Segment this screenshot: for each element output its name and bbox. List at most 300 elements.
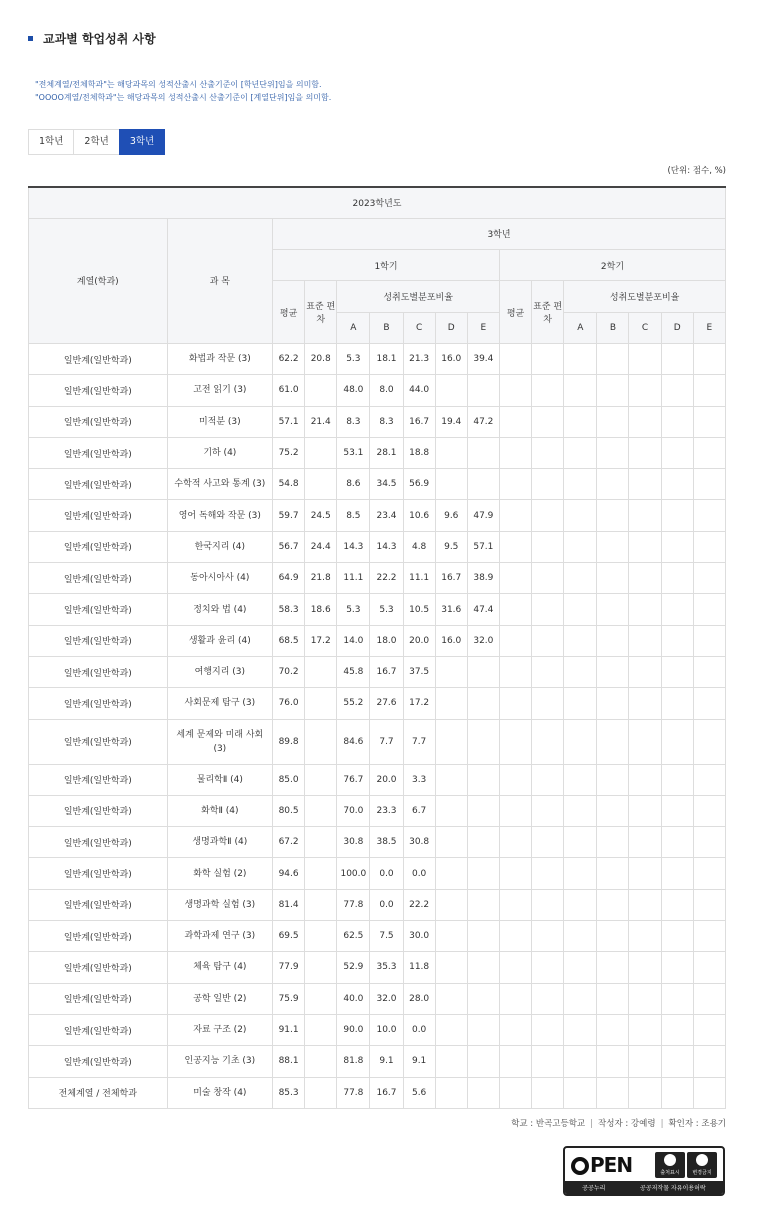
- dept-cell: 일반계(일반학과): [29, 827, 168, 858]
- semester-2-header: 2학기: [499, 250, 725, 281]
- sem2-empty-cell: [693, 563, 725, 594]
- sem2-empty-cell: [597, 1046, 629, 1077]
- sem2-empty-cell: [693, 921, 725, 952]
- sem2-empty-cell: [629, 563, 661, 594]
- table-row: [29, 375, 726, 406]
- sem1-e-cell: [467, 1077, 499, 1108]
- sem2-empty-cell: [499, 688, 531, 719]
- sem2-empty-cell: [499, 437, 531, 468]
- sem1-avg-cell: 81.4: [273, 889, 305, 920]
- sem2-empty-cell: [629, 719, 661, 764]
- sem1-e-cell: [467, 983, 499, 1014]
- sem1-b-cell: 16.7: [370, 1077, 403, 1108]
- sem2-empty-cell: [693, 469, 725, 500]
- sem1-d-cell: [435, 437, 467, 468]
- table-row: [29, 921, 726, 952]
- sem1-avg-cell: 59.7: [273, 500, 305, 531]
- sem2-empty-cell: [693, 719, 725, 764]
- sem2-empty-cell: [499, 500, 531, 531]
- sem1-b-cell: 16.7: [370, 656, 403, 687]
- sem1-a-cell: 90.0: [337, 1014, 370, 1045]
- sem1-b-cell: 0.0: [370, 889, 403, 920]
- sem1-b-cell: 14.3: [370, 531, 403, 562]
- sem2-empty-cell: [499, 858, 531, 889]
- sem1-c-cell: 37.5: [403, 656, 435, 687]
- sem2-empty-cell: [564, 406, 597, 437]
- sem1-std-cell: [305, 375, 337, 406]
- sem1-c-cell: 20.0: [403, 625, 435, 656]
- dept-cell: 일반계(일반학과): [29, 1046, 168, 1077]
- subject-cell: 수학적 사고와 통계 (3): [167, 469, 272, 500]
- sem2-empty-cell: [564, 858, 597, 889]
- sem1-std-cell: [305, 858, 337, 889]
- sem2-empty-cell: [564, 1014, 597, 1045]
- sem1-e-cell: [467, 889, 499, 920]
- sem1-e-cell: [467, 469, 499, 500]
- sem2-empty-cell: [532, 531, 564, 562]
- sem2-empty-cell: [661, 563, 693, 594]
- sem1-grade-c: C: [403, 312, 435, 343]
- sem1-c-cell: 10.6: [403, 500, 435, 531]
- sem1-b-cell: 0.0: [370, 858, 403, 889]
- sem2-empty-cell: [661, 858, 693, 889]
- sem1-e-cell: [467, 795, 499, 826]
- sem1-avg-cell: 89.8: [273, 719, 305, 764]
- sem1-std-cell: [305, 469, 337, 500]
- sem1-avg-header: 평균: [273, 281, 305, 344]
- sem2-empty-cell: [629, 437, 661, 468]
- grade-header: 3학년: [273, 218, 726, 249]
- sem2-empty-cell: [564, 764, 597, 795]
- sem1-a-cell: 100.0: [337, 858, 370, 889]
- sem2-empty-cell: [532, 952, 564, 983]
- sem1-e-cell: [467, 688, 499, 719]
- sem1-std-cell: [305, 795, 337, 826]
- sem1-c-cell: 30.8: [403, 827, 435, 858]
- subject-cell: 화학 실험 (2): [167, 858, 272, 889]
- sem1-d-cell: [435, 921, 467, 952]
- sem2-empty-cell: [661, 531, 693, 562]
- sem1-c-cell: 11.8: [403, 952, 435, 983]
- sem1-d-cell: [435, 795, 467, 826]
- sem1-avg-cell: 88.1: [273, 1046, 305, 1077]
- sem2-empty-cell: [597, 764, 629, 795]
- sem1-d-cell: 16.0: [435, 343, 467, 374]
- sem1-a-cell: 84.6: [337, 719, 370, 764]
- dept-cell: 일반계(일반학과): [29, 656, 168, 687]
- sem1-std-cell: 17.2: [305, 625, 337, 656]
- sem2-empty-cell: [532, 406, 564, 437]
- tab-grade-1[interactable]: 1학년: [28, 129, 73, 155]
- sem2-empty-cell: [693, 437, 725, 468]
- sem2-empty-cell: [499, 952, 531, 983]
- sem2-grade-c: C: [629, 312, 661, 343]
- subject-cell: 미적분 (3): [167, 406, 272, 437]
- sem2-empty-cell: [532, 437, 564, 468]
- sem2-empty-cell: [499, 656, 531, 687]
- dept-cell: 일반계(일반학과): [29, 858, 168, 889]
- sem2-empty-cell: [564, 688, 597, 719]
- sem2-empty-cell: [564, 594, 597, 625]
- sem1-c-cell: 44.0: [403, 375, 435, 406]
- subject-cell: 정치와 법 (4): [167, 594, 272, 625]
- sem1-e-cell: 47.2: [467, 406, 499, 437]
- sem1-b-cell: 18.1: [370, 343, 403, 374]
- sem1-e-cell: [467, 827, 499, 858]
- sem2-empty-cell: [564, 375, 597, 406]
- sem1-avg-cell: 75.2: [273, 437, 305, 468]
- grade-tabs: [28, 129, 165, 155]
- sem1-avg-cell: 94.6: [273, 858, 305, 889]
- sem1-a-cell: 30.8: [337, 827, 370, 858]
- sem2-empty-cell: [661, 656, 693, 687]
- sem1-b-cell: 23.3: [370, 795, 403, 826]
- sem2-empty-cell: [693, 952, 725, 983]
- sem2-empty-cell: [499, 343, 531, 374]
- sem1-a-cell: 5.3: [337, 594, 370, 625]
- sem2-empty-cell: [693, 889, 725, 920]
- sem1-e-cell: 47.9: [467, 500, 499, 531]
- sem2-empty-cell: [693, 764, 725, 795]
- person-icon: [664, 1154, 676, 1166]
- sem2-empty-cell: [597, 858, 629, 889]
- sem1-a-cell: 8.5: [337, 500, 370, 531]
- subject-cell: 사회문제 탐구 (3): [167, 688, 272, 719]
- sem2-empty-cell: [693, 827, 725, 858]
- sem2-empty-cell: [661, 952, 693, 983]
- sem1-b-cell: 35.3: [370, 952, 403, 983]
- sem2-empty-cell: [564, 563, 597, 594]
- sem1-c-cell: 10.5: [403, 594, 435, 625]
- sem1-e-cell: [467, 375, 499, 406]
- year-header: 2023학년도: [29, 187, 726, 218]
- sem1-d-cell: 9.5: [435, 531, 467, 562]
- dept-header: 계열(학과): [29, 218, 168, 343]
- sem2-empty-cell: [499, 921, 531, 952]
- sem1-b-cell: 23.4: [370, 500, 403, 531]
- achievement-table: [28, 186, 726, 1109]
- table-row: [29, 889, 726, 920]
- sem1-std-cell: [305, 1046, 337, 1077]
- sem1-d-cell: [435, 375, 467, 406]
- sem1-c-cell: 6.7: [403, 795, 435, 826]
- sem1-avg-cell: 80.5: [273, 795, 305, 826]
- sem2-empty-cell: [564, 795, 597, 826]
- sem2-empty-cell: [597, 343, 629, 374]
- tab-grade-2[interactable]: 2학년: [73, 129, 118, 155]
- sem1-b-cell: 8.3: [370, 406, 403, 437]
- sem1-b-cell: 9.1: [370, 1046, 403, 1077]
- sem1-avg-cell: 91.1: [273, 1014, 305, 1045]
- sem1-e-cell: 38.9: [467, 563, 499, 594]
- sem1-a-cell: 5.3: [337, 343, 370, 374]
- sem2-empty-cell: [564, 1046, 597, 1077]
- subject-cell: 화법과 작문 (3): [167, 343, 272, 374]
- subject-cell: 생명과학 실험 (3): [167, 889, 272, 920]
- table-row: [29, 688, 726, 719]
- table-row: [29, 500, 726, 531]
- notes: [35, 78, 331, 104]
- sem1-avg-cell: 58.3: [273, 594, 305, 625]
- sem1-e-cell: [467, 858, 499, 889]
- sem1-grade-a: A: [337, 312, 370, 343]
- table-row: [29, 952, 726, 983]
- sem1-std-cell: [305, 1077, 337, 1108]
- table-row: [29, 1046, 726, 1077]
- sem2-empty-cell: [564, 921, 597, 952]
- sem2-empty-cell: [564, 1077, 597, 1108]
- sem2-empty-cell: [597, 656, 629, 687]
- dept-cell: 일반계(일반학과): [29, 795, 168, 826]
- sem1-a-cell: 77.8: [337, 1077, 370, 1108]
- sem1-std-cell: [305, 921, 337, 952]
- tab-grade-3[interactable]: 3학년: [119, 129, 165, 155]
- sem1-d-cell: 16.0: [435, 625, 467, 656]
- sem1-avg-cell: 54.8: [273, 469, 305, 500]
- sem1-avg-cell: 70.2: [273, 656, 305, 687]
- note-line-2: "OOOO계열/전체학과"는 해당과목의 성적산출시 산출기준이 [계열단위]임을 의미함.: [35, 93, 332, 102]
- sem1-c-cell: 17.2: [403, 688, 435, 719]
- sem2-empty-cell: [693, 500, 725, 531]
- sem2-empty-cell: [629, 795, 661, 826]
- sem1-avg-cell: 76.0: [273, 688, 305, 719]
- sem2-empty-cell: [499, 764, 531, 795]
- sem2-empty-cell: [661, 1046, 693, 1077]
- sem1-d-cell: [435, 1077, 467, 1108]
- sem2-empty-cell: [499, 406, 531, 437]
- subject-cell: 여행지리 (3): [167, 656, 272, 687]
- sem2-empty-cell: [564, 656, 597, 687]
- sem2-empty-cell: [629, 500, 661, 531]
- kogl-open-text: PEN: [571, 1153, 632, 1177]
- sem1-avg-cell: 69.5: [273, 921, 305, 952]
- subject-cell: 기하 (4): [167, 437, 272, 468]
- sem1-std-cell: [305, 827, 337, 858]
- subject-cell: 동아시아사 (4): [167, 563, 272, 594]
- sem1-d-cell: 31.6: [435, 594, 467, 625]
- sem2-empty-cell: [661, 469, 693, 500]
- kogl-o-icon: [571, 1157, 589, 1175]
- sem1-d-cell: [435, 656, 467, 687]
- section-title: [28, 30, 156, 47]
- sem2-empty-cell: [564, 437, 597, 468]
- sem2-empty-cell: [661, 688, 693, 719]
- sem2-empty-cell: [532, 625, 564, 656]
- dept-cell: 일반계(일반학과): [29, 500, 168, 531]
- dept-cell: 일반계(일반학과): [29, 437, 168, 468]
- sem2-empty-cell: [693, 375, 725, 406]
- sem2-empty-cell: [499, 719, 531, 764]
- sem2-empty-cell: [693, 688, 725, 719]
- sem1-e-cell: [467, 719, 499, 764]
- subject-cell: 영어 독해와 작문 (3): [167, 500, 272, 531]
- sem2-empty-cell: [499, 469, 531, 500]
- sem2-empty-cell: [564, 531, 597, 562]
- sem1-b-cell: 7.7: [370, 719, 403, 764]
- sem1-d-cell: [435, 764, 467, 795]
- sem1-b-cell: 18.0: [370, 625, 403, 656]
- sem1-avg-cell: 77.9: [273, 952, 305, 983]
- sem2-empty-cell: [532, 375, 564, 406]
- sem1-e-cell: [467, 656, 499, 687]
- sem2-empty-cell: [629, 952, 661, 983]
- sem2-empty-cell: [693, 406, 725, 437]
- sem1-d-cell: 19.4: [435, 406, 467, 437]
- subject-cell: 생활과 윤리 (4): [167, 625, 272, 656]
- sem2-empty-cell: [661, 375, 693, 406]
- sem2-empty-cell: [499, 563, 531, 594]
- sem1-a-cell: 45.8: [337, 656, 370, 687]
- subject-cell: 세계 문제와 미래 사회 (3): [167, 719, 272, 764]
- sem2-empty-cell: [597, 983, 629, 1014]
- sem1-std-cell: [305, 983, 337, 1014]
- sem1-dist-header: 성취도별분포비율: [337, 281, 500, 312]
- table-row: [29, 1077, 726, 1108]
- dept-cell: 일반계(일반학과): [29, 952, 168, 983]
- sem2-empty-cell: [629, 827, 661, 858]
- sem2-empty-cell: [629, 406, 661, 437]
- sem2-dist-header: 성취도별분포비율: [564, 281, 726, 312]
- sem1-c-cell: 18.8: [403, 437, 435, 468]
- table-row: [29, 719, 726, 764]
- sem1-grade-e: E: [467, 312, 499, 343]
- sem1-c-cell: 7.7: [403, 719, 435, 764]
- sem2-empty-cell: [693, 858, 725, 889]
- sem1-a-cell: 14.0: [337, 625, 370, 656]
- sem1-avg-cell: 75.9: [273, 983, 305, 1014]
- table-row: [29, 343, 726, 374]
- sem1-d-cell: [435, 1014, 467, 1045]
- sem2-empty-cell: [564, 719, 597, 764]
- sem1-a-cell: 48.0: [337, 375, 370, 406]
- sem1-std-cell: [305, 952, 337, 983]
- subject-cell: 고전 읽기 (3): [167, 375, 272, 406]
- sem1-a-cell: 11.1: [337, 563, 370, 594]
- sem1-b-cell: 28.1: [370, 437, 403, 468]
- sem1-a-cell: 14.3: [337, 531, 370, 562]
- sem2-empty-cell: [629, 343, 661, 374]
- kogl-license-logo: [563, 1146, 725, 1196]
- sem2-empty-cell: [597, 563, 629, 594]
- sem1-b-cell: 8.0: [370, 375, 403, 406]
- sem1-a-cell: 81.8: [337, 1046, 370, 1077]
- table-row: [29, 563, 726, 594]
- footer-writer: 작성자 : 강예령: [598, 1119, 656, 1129]
- sem1-d-cell: [435, 827, 467, 858]
- sem2-empty-cell: [532, 764, 564, 795]
- sem1-grade-d: D: [435, 312, 467, 343]
- sem1-std-cell: [305, 719, 337, 764]
- dept-cell: 전체계열 / 전체학과: [29, 1077, 168, 1108]
- sem2-empty-cell: [597, 625, 629, 656]
- subject-cell: 체육 탐구 (4): [167, 952, 272, 983]
- sem1-a-cell: 70.0: [337, 795, 370, 826]
- sem1-c-cell: 56.9: [403, 469, 435, 500]
- sem2-empty-cell: [532, 469, 564, 500]
- sem2-empty-cell: [532, 500, 564, 531]
- sem2-empty-cell: [564, 625, 597, 656]
- sem1-d-cell: [435, 688, 467, 719]
- sem1-c-cell: 0.0: [403, 1014, 435, 1045]
- subject-cell: 미술 창작 (4): [167, 1077, 272, 1108]
- table-row: [29, 406, 726, 437]
- sem2-empty-cell: [629, 764, 661, 795]
- sem2-empty-cell: [597, 469, 629, 500]
- subject-cell: 한국지리 (4): [167, 531, 272, 562]
- subject-header: 과 목: [167, 218, 272, 343]
- sem2-empty-cell: [693, 343, 725, 374]
- table-row: [29, 531, 726, 562]
- sem1-std-cell: [305, 688, 337, 719]
- dept-cell: 일반계(일반학과): [29, 921, 168, 952]
- sem1-std-header: 표준 편차: [305, 281, 337, 344]
- sem2-empty-cell: [532, 343, 564, 374]
- sem2-empty-cell: [499, 531, 531, 562]
- table-row: [29, 827, 726, 858]
- sem1-b-cell: 5.3: [370, 594, 403, 625]
- dept-cell: 일반계(일반학과): [29, 719, 168, 764]
- sem2-empty-cell: [693, 656, 725, 687]
- sem1-e-cell: [467, 1046, 499, 1077]
- sem2-empty-cell: [629, 625, 661, 656]
- sem1-a-cell: 52.9: [337, 952, 370, 983]
- sem2-empty-cell: [532, 656, 564, 687]
- sem2-empty-cell: [499, 1046, 531, 1077]
- sem1-b-cell: 38.5: [370, 827, 403, 858]
- sem2-empty-cell: [661, 921, 693, 952]
- sem1-a-cell: 76.7: [337, 764, 370, 795]
- sem1-d-cell: [435, 858, 467, 889]
- sem1-b-cell: 34.5: [370, 469, 403, 500]
- sem2-empty-cell: [564, 827, 597, 858]
- sem1-std-cell: [305, 1014, 337, 1045]
- sem1-avg-cell: 56.7: [273, 531, 305, 562]
- sem2-empty-cell: [532, 1046, 564, 1077]
- sem2-empty-cell: [532, 563, 564, 594]
- sem1-c-cell: 28.0: [403, 983, 435, 1014]
- sem2-avg-header: 평균: [499, 281, 531, 344]
- sem1-e-cell: [467, 952, 499, 983]
- sem2-empty-cell: [499, 983, 531, 1014]
- sem2-empty-cell: [693, 795, 725, 826]
- sem2-grade-a: A: [564, 312, 597, 343]
- sem1-c-cell: 9.1: [403, 1046, 435, 1077]
- no-derivatives-badge: 변경금지: [687, 1152, 717, 1178]
- sem1-b-cell: 10.0: [370, 1014, 403, 1045]
- dept-cell: 일반계(일반학과): [29, 406, 168, 437]
- sem2-empty-cell: [693, 1077, 725, 1108]
- sem1-avg-cell: 61.0: [273, 375, 305, 406]
- sem1-e-cell: 32.0: [467, 625, 499, 656]
- sem2-empty-cell: [597, 594, 629, 625]
- table-row: [29, 858, 726, 889]
- sem2-empty-cell: [597, 889, 629, 920]
- sem1-avg-cell: 64.9: [273, 563, 305, 594]
- sem2-empty-cell: [629, 656, 661, 687]
- note-line-1: "전체계열/전체학과"는 해당과목의 성적산출시 산출기준이 [학년단위]임을 의미함.: [35, 80, 322, 89]
- sem2-empty-cell: [661, 1077, 693, 1108]
- sem1-c-cell: 3.3: [403, 764, 435, 795]
- attribution-badge: 출처표시: [655, 1152, 685, 1178]
- subject-cell: 공학 일반 (2): [167, 983, 272, 1014]
- sem1-a-cell: 53.1: [337, 437, 370, 468]
- sem1-c-cell: 4.8: [403, 531, 435, 562]
- sem1-b-cell: 22.2: [370, 563, 403, 594]
- sem2-empty-cell: [597, 406, 629, 437]
- table-row: [29, 594, 726, 625]
- dept-cell: 일반계(일반학과): [29, 688, 168, 719]
- sem1-e-cell: [467, 764, 499, 795]
